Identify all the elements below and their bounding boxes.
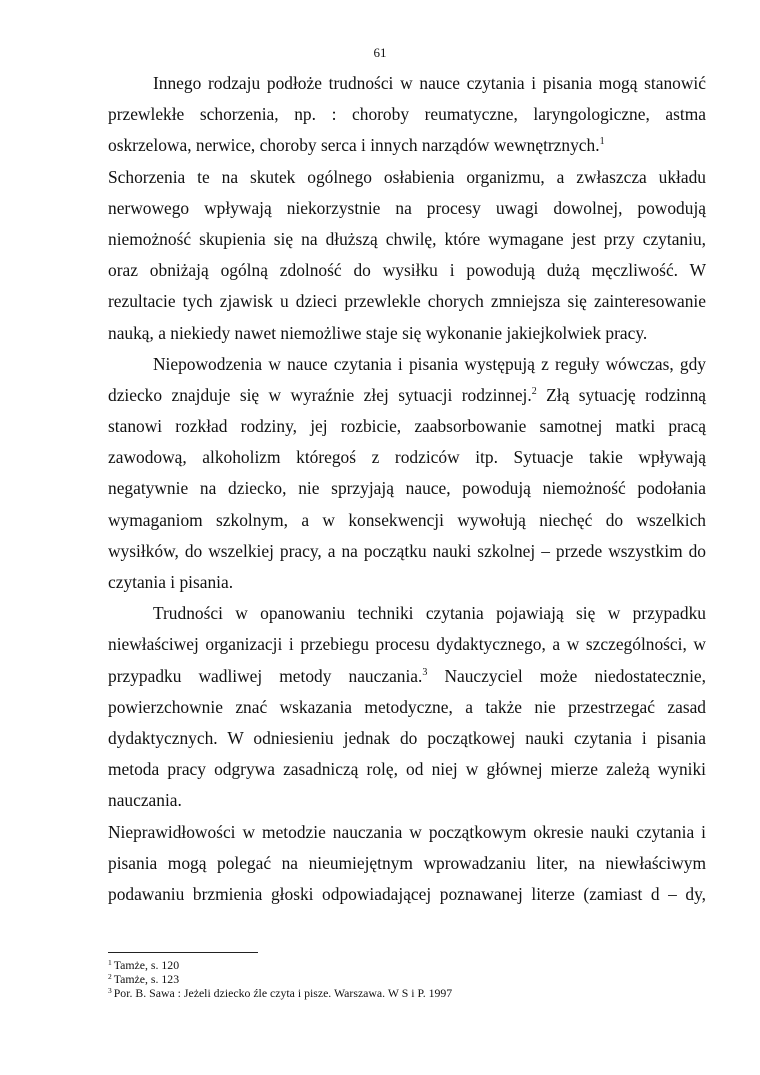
text-line: rezultacie tych zjawisk u dzieci przewlekle chorych zmniejsza się zainteresowanie <box>108 291 706 312</box>
text-line: zawodową, alkoholizm któregoś z rodziców itp. Sytuacje takie wpływają <box>108 447 706 468</box>
text-line: przewlekłe schorzenia, np. : choroby reumatyczne, laryngologiczne, astma <box>108 104 706 125</box>
text-line <box>108 661 706 692</box>
text-segment: dziecko znajduje się w wyraźnie złej sytuacji rodzinnej. <box>108 384 532 405</box>
text-line: Schorzenia te na skutek ogólnego osłabienia organizmu, a zwłaszcza układu <box>108 166 706 187</box>
text-line: pisania mogą polegać na nieumiejętnym wprowadzaniu liter, na niewłaściwym <box>108 852 706 873</box>
text-line: nauką, a niekiedy nawet niemożliwe staje się wykonanie jakiejkolwiek pracy. <box>108 322 648 343</box>
text-line: nerwowego wpływają niekorzystnie na procesy uwagi dowolnej, powodują <box>108 197 706 218</box>
text-segment: oskrzelowa, nerwice, choroby serca i innych narządów wewnętrznych. <box>108 135 600 156</box>
text-line: powierzchownie znać wskazania metodyczne, a także nie przestrzegać zasad <box>108 696 706 717</box>
footnote <box>108 972 708 986</box>
footnote-text: Tamże, s. 120 <box>113 958 180 972</box>
text-line: oraz obniżają ogólną zdolność do wysiłku i powodują dużą męczliwość. W <box>108 260 706 281</box>
text-line: czytania i pisania. <box>108 572 234 592</box>
text-segment: przypadku wadliwej metody nauczania. <box>108 665 423 686</box>
text-line: wysiłków, do wszelkiej pracy, a na początku nauki szkolnej – przede wszystkim do <box>108 540 706 561</box>
text-line: Nieprawidłowości w metodzie nauczania w początkowym okresie nauki czytania i <box>108 821 706 842</box>
text-line <box>108 380 706 411</box>
footnote-ref[interactable]: 2 <box>531 385 537 397</box>
text-line: dydaktycznych. W odniesieniu jednak do początkowej nauki czytania i pisania <box>108 727 706 748</box>
page-number: 61 <box>373 45 387 60</box>
text-line: Innego rodzaju podłoże trudności w nauce czytania i pisania mogą stanowić <box>153 73 706 93</box>
footnote-mark: 2 <box>108 972 112 981</box>
footnote <box>108 986 708 1000</box>
footnote-mark: 1 <box>108 958 112 967</box>
body-text <box>108 68 706 910</box>
text-line: niemożność skupienia się na dłuższą chwilę, które wymagane jest przy czytaniu, <box>108 228 706 249</box>
text-segment: Nauczyciel może niedostatecznie, <box>427 665 707 686</box>
text-line: Niepowodzenia w nauce czytania i pisania występują z reguły wówczas, gdy <box>153 353 706 374</box>
text-segment: Złą sytuację rodzinną <box>536 384 707 405</box>
text-line: niewłaściwej organizacji i przebiegu procesu dydaktycznego, a w szczególności, w <box>108 634 706 655</box>
text-line: podawaniu brzmienia głoski odpowiadającej poznawanej literze (zamiast d – dy, <box>108 883 706 904</box>
text-line: wymaganiom szkolnym, a w konsekwencji wywołują niechęć do wszelkich <box>108 509 706 530</box>
text-line: stanowi rozkład rodziny, jej rozbicie, zaabsorbowanie samotnej matki pracą <box>108 416 706 437</box>
footnote-text: Tamże, s. 123 <box>113 972 180 986</box>
text-line: nauczania. <box>108 790 182 811</box>
footnote-text: Por. B. Sawa : Jeżeli dziecko źle czyta i pisze. Warszawa. W S i P. 1997 <box>113 986 453 1000</box>
text-line <box>108 130 706 161</box>
footnote-separator <box>108 952 258 953</box>
footnote-ref[interactable]: 1 <box>599 136 605 148</box>
footnote-ref[interactable]: 3 <box>422 666 428 678</box>
text-line: metoda pracy odgrywa zasadniczą rolę, od niej w głównej mierze zależą wyniki <box>108 759 706 780</box>
footnotes <box>108 958 708 1000</box>
footnote-mark: 3 <box>108 986 112 995</box>
footnote <box>108 958 708 972</box>
text-line: negatywnie na dziecko, nie sprzyjają nauce, powodują niemożność podołania <box>108 478 706 499</box>
text-line: Trudności w opanowaniu techniki czytania pojawiają się w przypadku <box>153 603 706 624</box>
